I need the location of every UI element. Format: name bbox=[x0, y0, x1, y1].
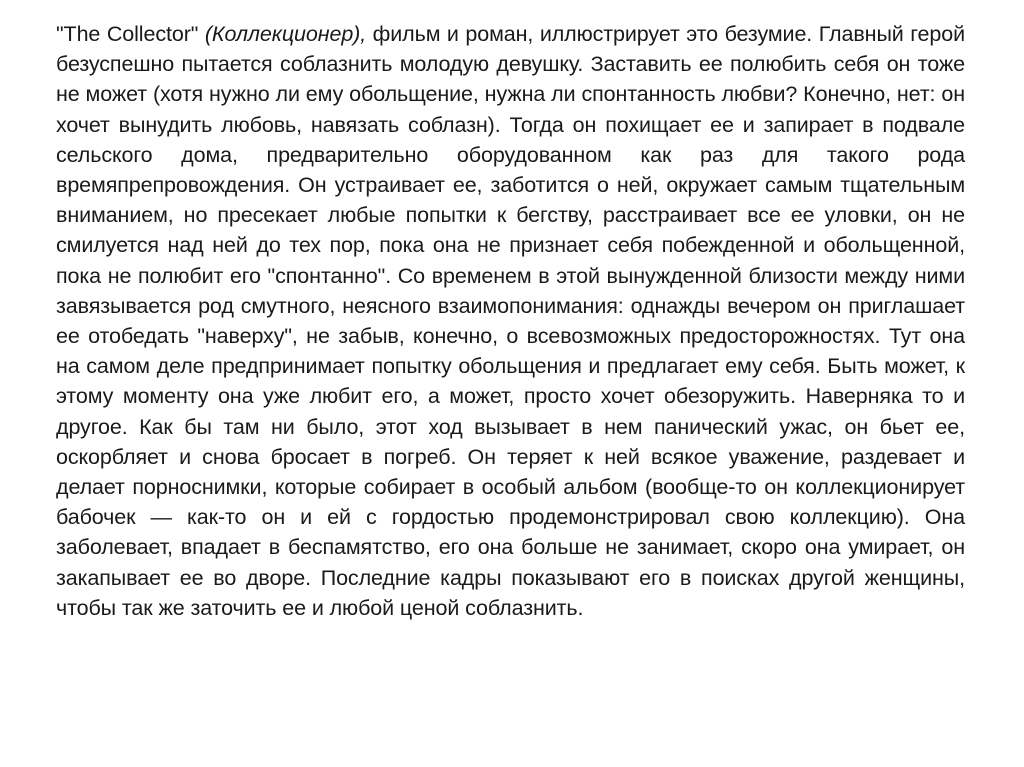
film-title-translation: (Коллекционер), bbox=[204, 22, 367, 46]
body-paragraph bbox=[56, 19, 965, 623]
film-title: "The Collector" bbox=[56, 22, 205, 46]
paragraph-text: фильм и роман, иллюстрирует это безумие. Главный герой безуспешно пытается соблазнить молодую девушку. Заставить ее полюбить себя он тоже не может (хотя нужно ли ему обольщение, нужна ли спонтанность любви? Конечно, нет: он хочет вынудить любовь, навязать соблазн). Тогда он похищает ее и запирает в подвале сельского дома, предварительно оборудованном как раз для такого рода времяпрепровождения. Он устраивает ее, заботится о ней, окружает самым тщательным вниманием, но пресекает любые попытки к бегству, расстраивает все ее уловки, он не смилуется над ней до тех пор, пока она не признает себя побежденной и обольщенной, пока не полюбит его "спонтанно". Со временем в этой вынужденной близости между ними завязывается род смутного, неясного взаимопонимания: однажды вечером он приглашает ее отобедать "наверху", не забыв, конечно, о всевозможных предосторожностях. Тут она на самом деле предпринимает попытку обольщения и предлагает ему себя. Быть может, к этому моменту она уже любит его, а может, просто хочет обезоружить. Наверняка то и другое. Как бы там ни было, этот ход вызывает в нем панический ужас, он бьет ее, оскорбляет и снова бросает в погреб. Он теряет к ней всякое уважение, раздевает и делает порноснимки, которые собирает в особый альбом (вообще-то он коллекционирует бабочек — как-то он и ей с гордостью продемонстрировал свою коллекцию). Она заболевает, впадает в беспамятство, его она больше не занимает, скоро она умирает, он закапывает ее во дворе. Последние кадры показывают его в поисках другой женщины, чтобы так же заточить ее и любой ценой соблазнить. bbox=[56, 22, 965, 620]
